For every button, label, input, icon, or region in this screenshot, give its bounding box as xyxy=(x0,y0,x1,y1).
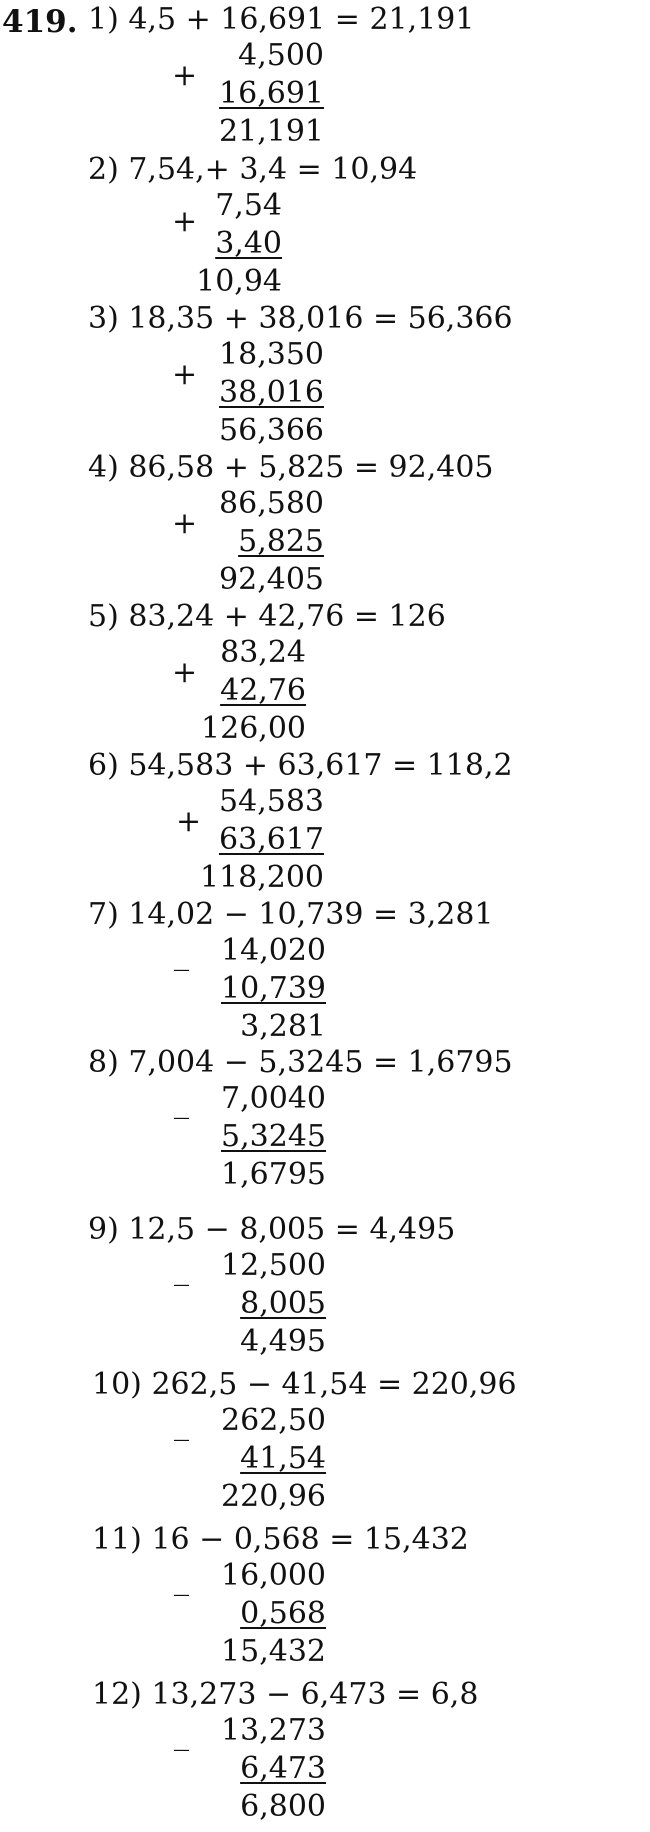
equation: 14,02 − 10,739 = 3,281 xyxy=(128,897,494,932)
equation: 12,5 − 8,005 = 4,495 xyxy=(128,1212,456,1247)
bottom-operand: 6,473 xyxy=(240,1751,326,1786)
problem-label: 7) xyxy=(88,897,119,932)
top-operand: 86,580 xyxy=(219,486,324,521)
equation: 7,54,+ 3,4 = 10,94 xyxy=(128,152,418,187)
result: 1,6795 xyxy=(221,1157,326,1192)
bottom-operand: 38,016 xyxy=(219,375,324,410)
problem-label: 6) xyxy=(88,748,119,783)
operation-sign: + xyxy=(176,804,202,839)
bottom-operand: 5,3245 xyxy=(221,1119,326,1154)
equation: 13,273 − 6,473 = 6,8 xyxy=(151,1677,479,1712)
equation: 7,004 − 5,3245 = 1,6795 xyxy=(128,1045,513,1080)
bottom-operand: 10,739 xyxy=(221,971,326,1006)
top-operand: 54,583 xyxy=(219,784,324,819)
result: 10,94 xyxy=(196,264,282,299)
operation-sign: + xyxy=(172,655,198,690)
operation-sign: _ xyxy=(174,1085,189,1120)
operation-sign: _ xyxy=(174,1252,189,1287)
bottom-operand: 63,617 xyxy=(219,822,324,857)
problem-label: 4) xyxy=(88,450,119,485)
operation-sign: + xyxy=(172,357,198,392)
result: 56,366 xyxy=(219,413,324,448)
top-operand: 18,350 xyxy=(219,337,324,372)
result: 126,00 xyxy=(201,711,306,746)
top-operand: 262,50 xyxy=(221,1403,326,1438)
top-operand: 83,24 xyxy=(220,635,306,670)
bottom-operand: 8,005 xyxy=(240,1286,326,1321)
top-operand: 7,54 xyxy=(215,188,282,223)
problem-label: 12) xyxy=(92,1677,142,1712)
problem-label: 9) xyxy=(88,1212,119,1247)
top-operand: 12,500 xyxy=(221,1248,326,1283)
equation: 86,58 + 5,825 = 92,405 xyxy=(128,450,494,485)
result: 3,281 xyxy=(240,1009,326,1044)
top-operand: 7,0040 xyxy=(221,1081,326,1116)
problem-label: 1) xyxy=(88,2,119,37)
operation-sign: _ xyxy=(174,1717,189,1752)
result: 118,200 xyxy=(199,860,324,895)
equation: 262,5 − 41,54 = 220,96 xyxy=(151,1367,517,1402)
equation: 4,5 + 16,691 = 21,191 xyxy=(128,2,475,37)
problem-label: 10) xyxy=(92,1367,142,1402)
bottom-operand: 41,54 xyxy=(240,1441,326,1476)
result: 4,495 xyxy=(240,1324,326,1359)
problem-label: 5) xyxy=(88,599,119,634)
operation-sign: _ xyxy=(174,1562,189,1597)
problem-label: 8) xyxy=(88,1045,119,1080)
problem-label: 3) xyxy=(88,301,119,336)
operation-sign: _ xyxy=(174,1407,189,1442)
bottom-operand: 5,825 xyxy=(238,524,324,559)
result: 21,191 xyxy=(219,114,324,149)
result: 92,405 xyxy=(219,562,324,597)
bottom-operand: 3,40 xyxy=(215,226,282,261)
bottom-operand: 42,76 xyxy=(220,673,306,708)
problem-label: 11) xyxy=(92,1522,142,1557)
top-operand: 13,273 xyxy=(221,1713,326,1748)
bottom-operand: 0,568 xyxy=(240,1596,326,1631)
result: 220,96 xyxy=(221,1479,326,1514)
result: 6,800 xyxy=(240,1789,326,1824)
equation: 18,35 + 38,016 = 56,366 xyxy=(128,301,513,336)
equation: 54,583 + 63,617 = 118,2 xyxy=(128,748,513,783)
equation: 83,24 + 42,76 = 126 xyxy=(128,599,446,634)
operation-sign: + xyxy=(172,204,198,239)
top-operand: 4,500 xyxy=(238,38,324,73)
equation: 16 − 0,568 = 15,432 xyxy=(151,1522,469,1557)
result: 15,432 xyxy=(221,1634,326,1669)
problem-label: 2) xyxy=(88,152,119,187)
operation-sign: + xyxy=(172,58,198,93)
operation-sign: _ xyxy=(174,937,189,972)
top-operand: 14,020 xyxy=(221,933,326,968)
operation-sign: + xyxy=(172,506,198,541)
bottom-operand: 16,691 xyxy=(219,76,324,111)
top-operand: 16,000 xyxy=(221,1558,326,1593)
problem-number: 419. xyxy=(2,4,78,40)
